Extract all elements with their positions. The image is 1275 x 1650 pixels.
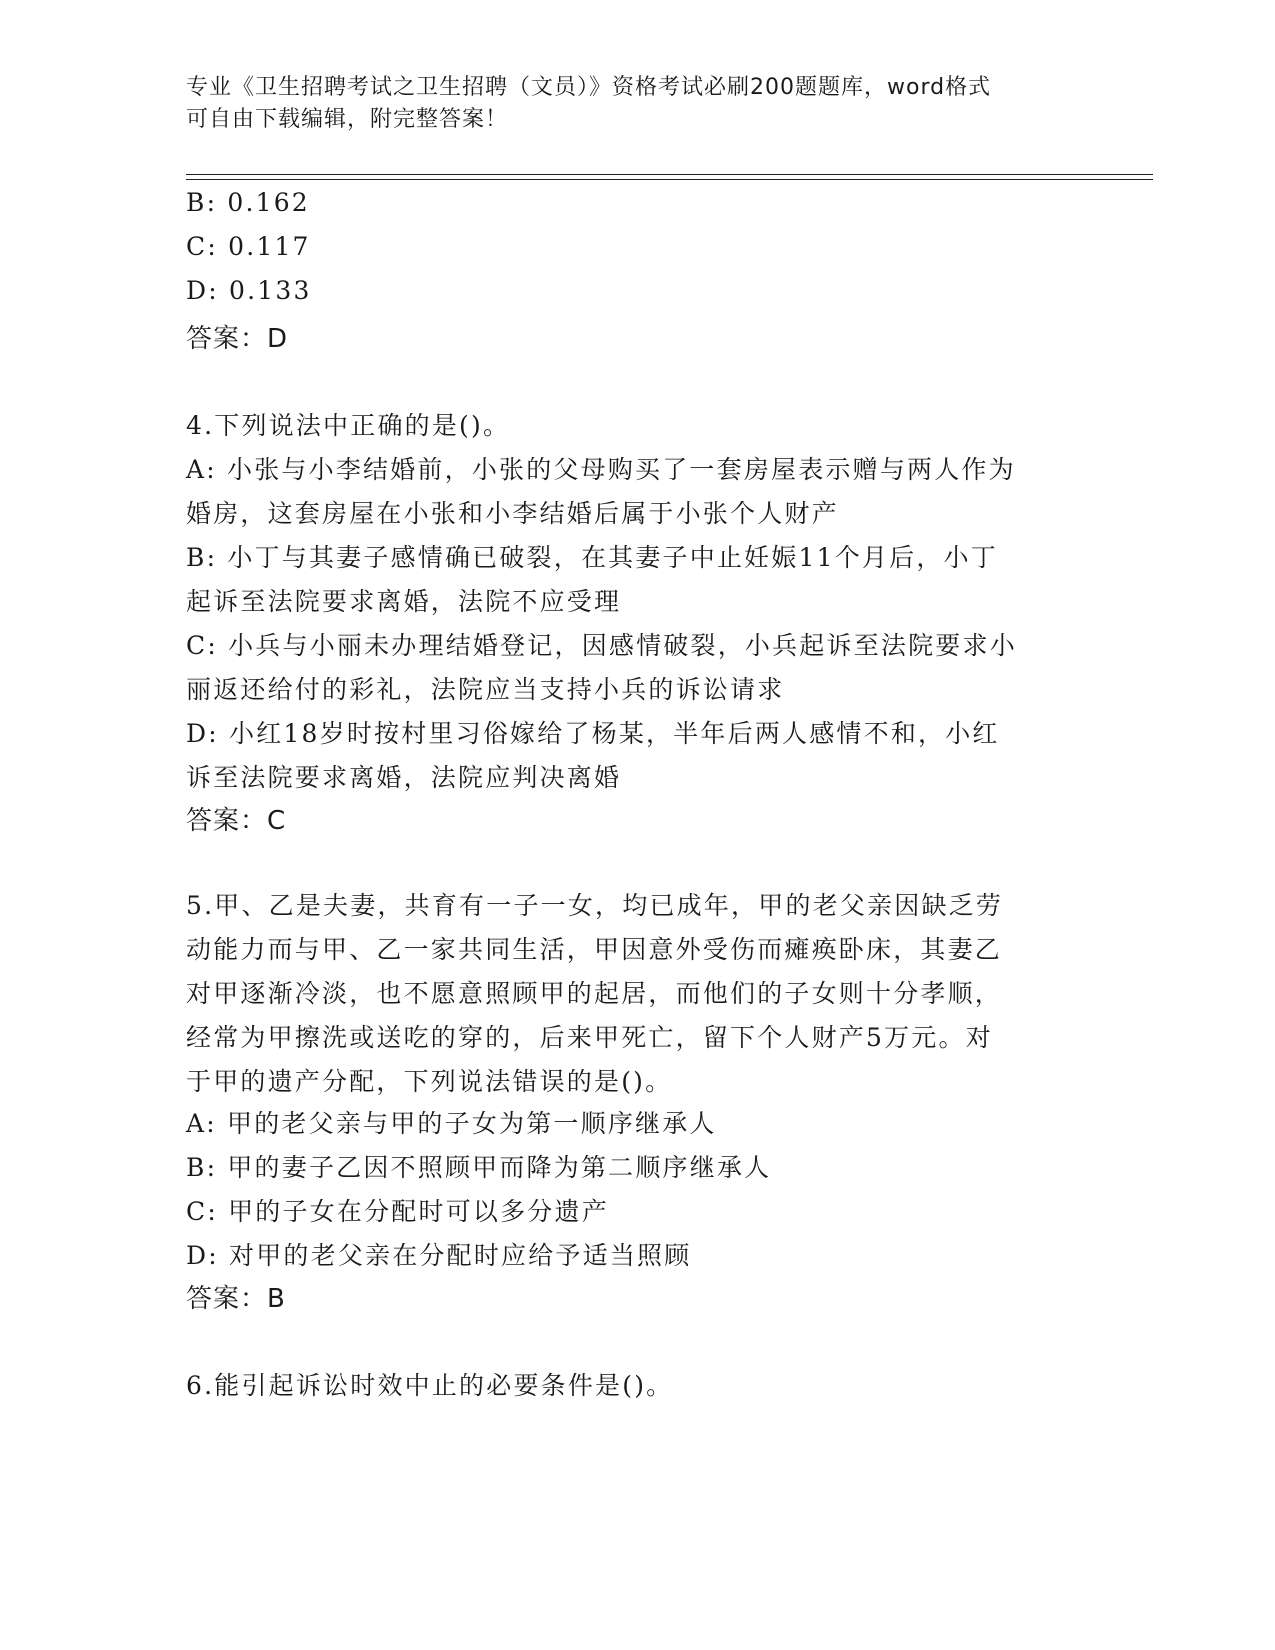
q4-answer: 答案：C <box>186 806 287 836</box>
q5-answer: 答案：B <box>186 1284 286 1314</box>
q3-answer: 答案：D <box>186 324 289 354</box>
q5-stem-line-1: 5.甲、乙是夫妻，共育有一子一女，均已成年，甲的老父亲因缺乏劳 <box>186 891 1004 920</box>
q3-option-d: D: 0.133 <box>186 276 312 305</box>
q5-option-b: B: 甲的妻子乙因不照顾甲而降为第二顺序继承人 <box>186 1153 772 1182</box>
q4-stem: 4.下列说法中正确的是()。 <box>186 411 511 440</box>
q5-stem-line-5: 于甲的遗产分配，下列说法错误的是()。 <box>186 1067 673 1096</box>
header-line-2: 可自由下载编辑，附完整答案！ <box>186 107 509 132</box>
header-divider-bottom <box>186 179 1153 180</box>
header-line-1: 专业《卫生招聘考试之卫生招聘（文员）》资格考试必刷200题题库，word格式 <box>186 75 992 100</box>
page-header <box>186 72 1086 136</box>
q3-option-b: B: 0.162 <box>186 188 310 217</box>
q4-option-b-line-1: B: 小丁与其妻子感情确已破裂，在其妻子中止妊娠11个月后，小丁 <box>186 543 998 572</box>
q4-option-b-line-2: 起诉至法院要求离婚，法院不应受理 <box>186 587 622 616</box>
q5-stem-line-2: 动能力而与甲、乙一家共同生活，甲因意外受伤而瘫痪卧床，其妻乙 <box>186 935 1003 964</box>
q5-option-d: D: 对甲的老父亲在分配时应给予适当照顾 <box>186 1241 692 1270</box>
q5-option-a: A: 甲的老父亲与甲的子女为第一顺序继承人 <box>186 1109 717 1138</box>
q4-option-c-line-2: 丽返还给付的彩礼，法院应当支持小兵的诉讼请求 <box>186 675 785 704</box>
q5-stem-line-4: 经常为甲擦洗或送吃的穿的，后来甲死亡，留下个人财产5万元。对 <box>186 1023 993 1052</box>
q5-stem-line-3: 对甲逐渐冷淡，也不愿意照顾甲的起居，而他们的子女则十分孝顺， <box>186 979 1003 1008</box>
q4-option-c-line-1: C: 小兵与小丽未办理结婚登记，因感情破裂，小兵起诉至法院要求小 <box>186 631 1017 660</box>
q3-option-c: C: 0.117 <box>186 232 311 261</box>
header-divider-top <box>186 174 1153 175</box>
q4-option-a-line-1: A: 小张与小李结婚前，小张的父母购买了一套房屋表示赠与两人作为 <box>186 455 1016 484</box>
q4-option-d-line-1: D: 小红18岁时按村里习俗嫁给了杨某，半年后两人感情不和，小红 <box>186 719 1000 748</box>
q4-option-a-line-2: 婚房，这套房屋在小张和小李结婚后属于小张个人财产 <box>186 499 839 528</box>
q4-option-d-line-2: 诉至法院要求离婚，法院应判决离婚 <box>186 763 622 792</box>
q5-option-c: C: 甲的子女在分配时可以多分遗产 <box>186 1197 609 1226</box>
q6-stem: 6.能引起诉讼时效中止的必要条件是()。 <box>186 1371 674 1400</box>
